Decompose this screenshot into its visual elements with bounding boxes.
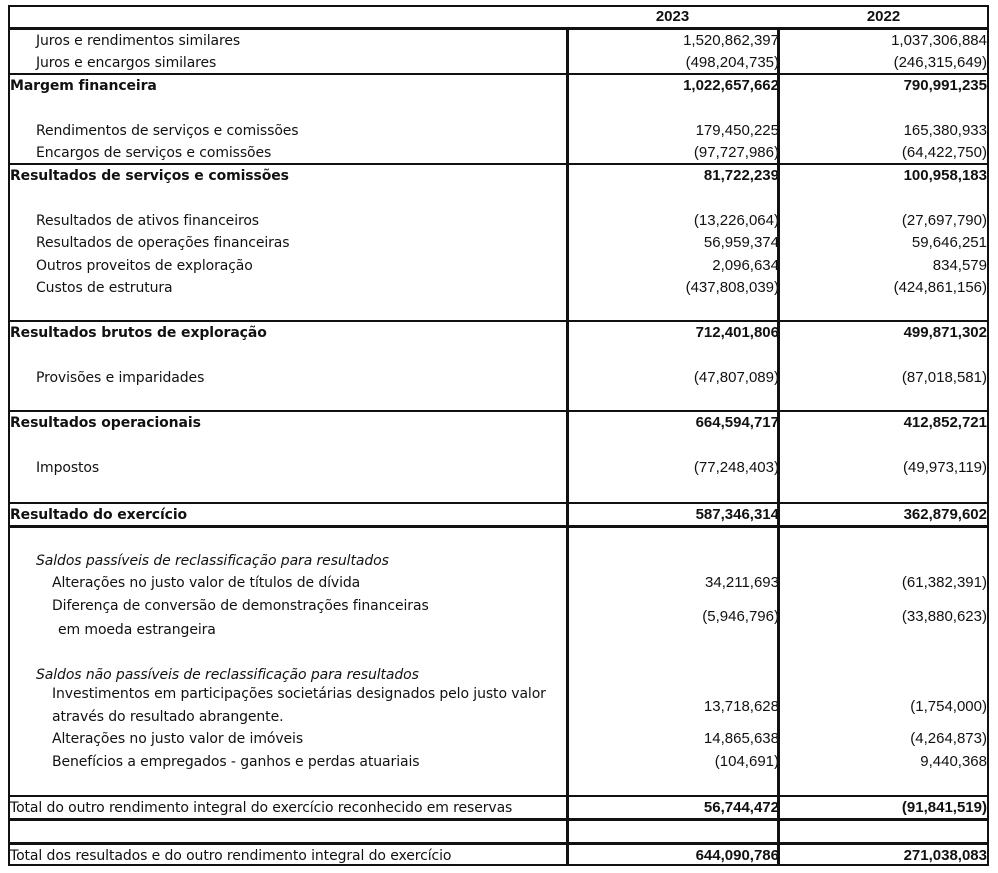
value-2022: 412,852,721	[903, 414, 987, 431]
value-2023: (13,226,064)	[693, 212, 779, 229]
value-2023: 56,744,472	[703, 799, 779, 816]
section-label: Saldos passíveis de reclassificação para resultados	[36, 553, 389, 569]
value-2022: (33,880,623)	[901, 608, 987, 625]
table-row-subtotal	[8, 412, 989, 434]
value-2022: 9,440,368	[920, 753, 987, 770]
table-row	[8, 30, 989, 52]
value-2022: 790,991,235	[903, 77, 987, 94]
table-row	[8, 120, 989, 142]
row-label: Resultados de ativos financeiros	[36, 213, 259, 229]
row-label: Encargos de serviços e comissões	[36, 145, 272, 161]
value-2023: 13,718,628	[703, 698, 779, 715]
value-2022: 1,037,306,884	[891, 32, 987, 49]
value-2023: 664,594,717	[695, 414, 779, 431]
value-2023: 1,022,657,662	[683, 77, 779, 94]
table-row	[8, 255, 989, 277]
value-2022: 165,380,933	[903, 122, 987, 139]
table-row	[8, 683, 989, 729]
column-header-2022: 2022	[866, 8, 901, 25]
table-row	[8, 277, 989, 299]
table-row	[8, 52, 989, 74]
row-label: Total do outro rendimento integral do exercício reconhecido em reservas	[10, 800, 513, 816]
row-label: Juros e rendimentos similares	[36, 33, 241, 49]
value-2023: 179,450,225	[695, 122, 779, 139]
value-2022: (1,754,000)	[910, 698, 987, 715]
table-row	[8, 232, 989, 254]
row-label: Resultados de operações financeiras	[36, 235, 290, 251]
value-2022: (27,697,790)	[901, 212, 987, 229]
value-2022: (64,422,750)	[901, 144, 987, 161]
row-label-continuation: através do resultado abrangente.	[52, 709, 284, 725]
table-row	[8, 728, 989, 750]
value-2023: 56,959,374	[703, 234, 779, 251]
column-header-2023: 2023	[655, 8, 690, 25]
table-row	[8, 595, 989, 641]
row-label: Diferença de conversão de demonstrações financeiras	[52, 598, 429, 614]
value-2022: (49,973,119)	[903, 459, 987, 476]
value-2022: (87,018,581)	[901, 369, 987, 386]
value-2023: 14,865,638	[703, 730, 779, 747]
value-2023: 587,346,314	[695, 506, 779, 523]
row-label-continuation: em moeda estrangeira	[58, 622, 216, 638]
value-2023: (47,807,089)	[693, 369, 779, 386]
row-label: Outros proveitos de exploração	[36, 258, 253, 274]
value-2022: (4,264,873)	[910, 730, 987, 747]
row-label: Resultados brutos de exploração	[10, 325, 267, 341]
value-2022: (61,382,391)	[901, 574, 987, 591]
value-2023: 712,401,806	[695, 324, 779, 341]
table-row	[8, 751, 989, 773]
row-label: Total dos resultados e do outro rendimento integral do exercício	[10, 848, 452, 864]
table-row	[8, 367, 989, 389]
table-row	[8, 210, 989, 232]
value-2022: 362,879,602	[903, 506, 987, 523]
row-label: Impostos	[36, 460, 100, 476]
value-2022: 499,871,302	[903, 324, 987, 341]
row-label: Custos de estrutura	[36, 280, 173, 296]
row-label: Investimentos em participações societárias designados pelo justo valor	[52, 686, 546, 702]
value-2022: 834,579	[932, 257, 987, 274]
row-label: Resultados de serviços e comissões	[10, 168, 289, 184]
value-2023: 34,211,693	[705, 574, 779, 591]
value-2023: (97,727,986)	[693, 144, 779, 161]
value-2022: 59,646,251	[911, 234, 987, 251]
table-row	[8, 457, 989, 479]
section-label: Saldos não passíveis de reclassificação para resultados	[36, 667, 419, 683]
row-label: Resultado do exercício	[10, 507, 188, 523]
table-row	[8, 142, 989, 164]
row-label: Benefícios a empregados - ganhos e perdas atuariais	[52, 754, 420, 770]
table-row-subtotal	[8, 75, 989, 97]
value-2022: 271,038,083	[903, 847, 987, 864]
value-2022: 100,958,183	[903, 167, 987, 184]
row-label: Rendimentos de serviços e comissões	[36, 123, 299, 139]
value-2023: 644,090,786	[695, 847, 779, 864]
table-row-subtotal	[8, 165, 989, 187]
row-label: Provisões e imparidades	[36, 370, 205, 386]
row-label: Margem financeira	[10, 78, 157, 94]
section-heading	[8, 550, 989, 572]
table-row-total	[8, 797, 989, 819]
table-row-total	[8, 504, 989, 526]
value-2022: (424,861,156)	[893, 279, 987, 296]
value-2023: (5,946,796)	[702, 608, 779, 625]
value-2023: 2,096,634	[712, 257, 779, 274]
value-2022: (91,841,519)	[901, 799, 987, 816]
row-label: Alterações no justo valor de imóveis	[52, 731, 304, 747]
value-2023: 1,520,862,397	[683, 32, 779, 49]
value-2023: (437,808,039)	[685, 279, 779, 296]
table-row-grand-total	[8, 845, 989, 867]
row-label: Resultados operacionais	[10, 415, 201, 431]
value-2023: (498,204,735)	[685, 54, 779, 71]
value-2023: (77,248,403)	[693, 459, 779, 476]
row-label: Alterações no justo valor de títulos de dívida	[52, 575, 361, 591]
row-label: Juros e encargos similares	[36, 55, 217, 71]
table-row-subtotal	[8, 322, 989, 344]
value-2023: 81,722,239	[703, 167, 779, 184]
table-row	[8, 572, 989, 594]
value-2023: (104,691)	[714, 753, 779, 770]
value-2022: (246,315,649)	[893, 54, 987, 71]
